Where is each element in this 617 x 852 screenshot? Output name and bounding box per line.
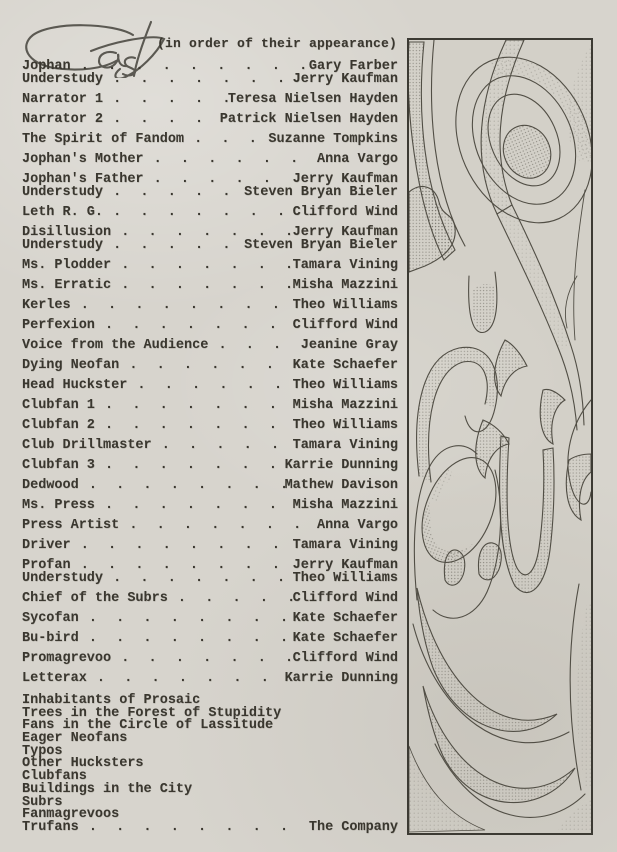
- ensemble-role: Fanmagrevoos: [22, 807, 120, 823]
- abstract-swirl-illustration: [409, 40, 591, 833]
- dot-leader: [95, 499, 293, 512]
- dot-leader: [95, 459, 285, 472]
- actor-name: Jerry Kaufman: [292, 558, 398, 573]
- cast-row: [22, 459, 398, 472]
- role: Clubfan 3: [22, 458, 95, 473]
- cast-row: [22, 93, 398, 106]
- dot-leader: [79, 822, 309, 835]
- role: Understudy: [22, 72, 104, 87]
- role: Understudy: [22, 185, 104, 200]
- actor-name: Jerry Kaufman: [292, 172, 398, 187]
- ensemble-role: Typos: [22, 743, 63, 759]
- cast-row: [22, 612, 398, 625]
- dot-leader: [71, 559, 293, 572]
- ensemble-list: [22, 695, 398, 835]
- actor-name: The Company: [308, 819, 398, 835]
- cast-row: [22, 339, 398, 352]
- dot-leader: [103, 572, 293, 585]
- actor-name: Anna Vargo: [316, 518, 398, 533]
- actor-name: Tamara Vining: [292, 538, 398, 553]
- cast-row: [22, 519, 398, 532]
- actor-name: Jerry Kaufman: [292, 225, 398, 240]
- role: Understudy: [22, 571, 104, 586]
- role: Narrator 2: [22, 112, 104, 127]
- dot-leader: [208, 339, 300, 352]
- actor-name: Tamara Vining: [292, 258, 398, 273]
- role: Chief of the Subrs: [22, 591, 168, 606]
- understudy-row: [22, 572, 398, 585]
- actor-name: Clifford Wind: [292, 205, 398, 220]
- actor-name: Jerry Kaufman: [292, 72, 398, 87]
- role: Trufans: [22, 819, 79, 835]
- role: Sycofan: [22, 611, 79, 626]
- actor-name: Theo Williams: [292, 418, 398, 433]
- ensemble-role: Clubfans: [22, 769, 87, 785]
- ensemble-role: Subrs: [22, 794, 63, 810]
- actor-name: Misha Mazzini: [292, 278, 398, 293]
- dot-leader: [184, 133, 268, 146]
- subtitle: (in order of their appearance): [157, 36, 398, 51]
- actor-name: Jeanine Gray: [300, 338, 398, 353]
- actor-name: Karrie Dunning: [284, 671, 398, 686]
- role: Head Huckster: [22, 378, 128, 393]
- dot-leader: [71, 299, 293, 312]
- role: Jophan: [22, 59, 71, 74]
- actor-name: Patrick Nielsen Hayden: [219, 112, 398, 127]
- dot-leader: [79, 479, 285, 492]
- role: Dying Neofan: [22, 358, 120, 373]
- dot-leader: [103, 239, 244, 252]
- cast-row: [22, 672, 398, 685]
- role: Narrator 1: [22, 92, 104, 107]
- cast-row: [22, 592, 398, 605]
- actor-name: Clifford Wind: [292, 591, 398, 606]
- ensemble-role: Fans in the Circle of Lassitude: [22, 718, 274, 734]
- ensemble-role: Trees in the Forest of Stupidity: [22, 705, 282, 721]
- dot-leader: [79, 632, 293, 645]
- role: Bu-bird: [22, 631, 79, 646]
- actor-name: Theo Williams: [292, 571, 398, 586]
- ensemble-role: Other Hucksters: [22, 756, 144, 772]
- role: Letterax: [22, 671, 87, 686]
- actor-name: Misha Mazzini: [292, 398, 398, 413]
- dot-leader: [87, 672, 285, 685]
- dot-leader: [71, 539, 293, 552]
- actor-name: Gary Farber: [308, 59, 398, 74]
- actor-name: Teresa Nielsen Hayden: [227, 92, 398, 107]
- cast-row: [22, 259, 398, 272]
- actor-name: Karrie Dunning: [284, 458, 398, 473]
- role: Perfexion: [22, 318, 95, 333]
- ensemble-role: Buildings in the City: [22, 781, 193, 797]
- cast-row: [22, 359, 398, 372]
- cast-row: [22, 632, 398, 645]
- role: Leth R. G.: [22, 205, 104, 220]
- actor-name: Theo Williams: [292, 378, 398, 393]
- dot-leader: [95, 419, 293, 432]
- dot-leader: [144, 153, 317, 166]
- cast-row: [22, 206, 398, 219]
- role: Jophan's Mother: [22, 152, 144, 167]
- dot-leader: [71, 60, 309, 73]
- actor-name: Clifford Wind: [292, 318, 398, 333]
- role: Disillusion: [22, 225, 112, 240]
- cast-row: [22, 299, 398, 312]
- role: Promagrevoo: [22, 651, 112, 666]
- understudy-row: [22, 239, 398, 252]
- cast-row: [22, 379, 398, 392]
- cast-row: [22, 153, 398, 166]
- role: Clubfan 2: [22, 418, 95, 433]
- dot-leader: [95, 319, 293, 332]
- role: Clubfan 1: [22, 398, 95, 413]
- cast-row: [22, 419, 398, 432]
- dot-leader: [119, 519, 317, 532]
- role: Ms. Plodder: [22, 258, 112, 273]
- dot-leader: [103, 93, 228, 106]
- actor-name: Steven Bryan Bieler: [244, 238, 398, 253]
- cast-row: [22, 399, 398, 412]
- actor-name: Kate Schaefer: [292, 358, 398, 373]
- dot-leader: [111, 279, 293, 292]
- dot-leader: [111, 652, 293, 665]
- actor-name: Kate Schaefer: [292, 631, 398, 646]
- cast-row: [22, 652, 398, 665]
- role: Dedwood: [22, 478, 79, 493]
- dot-leader: [79, 612, 293, 625]
- actor-name: Steven Bryan Bieler: [244, 185, 398, 200]
- role: Profan: [22, 558, 71, 573]
- actor-name: Kate Schaefer: [292, 611, 398, 626]
- role: Ms. Press: [22, 498, 95, 513]
- illustration-frame: [407, 38, 593, 835]
- cast-row: [22, 539, 398, 552]
- cast-row: [22, 439, 398, 452]
- actor-name: Mathew Davison: [284, 478, 398, 493]
- actor-name: Suzanne Tompkins: [268, 132, 398, 147]
- role: Club Drillmaster: [22, 438, 152, 453]
- actor-name: Anna Vargo: [316, 152, 398, 167]
- understudy-row: [22, 73, 398, 86]
- actor-name: Tamara Vining: [292, 438, 398, 453]
- dot-leader: [127, 379, 292, 392]
- understudy-row: [22, 186, 398, 199]
- cast-row: [22, 279, 398, 292]
- dot-leader: [111, 259, 293, 272]
- role: Kerles: [22, 298, 71, 313]
- role: Jophan's Father: [22, 172, 144, 187]
- role: Driver: [22, 538, 71, 553]
- dot-leader: [95, 399, 293, 412]
- cast-row: [22, 113, 398, 126]
- dot-leader: [168, 592, 293, 605]
- finale-row: [22, 819, 398, 835]
- dot-leader: [103, 73, 293, 86]
- actor-name: Clifford Wind: [292, 651, 398, 666]
- role: Press Artist: [22, 518, 120, 533]
- dot-leader: [103, 206, 293, 219]
- actor-name: Misha Mazzini: [292, 498, 398, 513]
- role: Understudy: [22, 238, 104, 253]
- actor-name: Theo Williams: [292, 298, 398, 313]
- dot-leader: [103, 186, 244, 199]
- dot-leader: [119, 359, 292, 372]
- cast-row: [22, 479, 398, 492]
- cast-list: [22, 60, 398, 835]
- dot-leader: [103, 113, 220, 126]
- dot-leader: [152, 439, 293, 452]
- role: The Spirit of Fandom: [22, 132, 185, 147]
- role: Voice from the Audience: [22, 338, 209, 353]
- cast-row: [22, 319, 398, 332]
- cast-row: [22, 133, 398, 146]
- cast-row: [22, 499, 398, 512]
- ensemble-role: Eager Neofans: [22, 731, 128, 747]
- role: Ms. Erratic: [22, 278, 112, 293]
- ensemble-role: Inhabitants of Prosaic: [22, 693, 201, 708]
